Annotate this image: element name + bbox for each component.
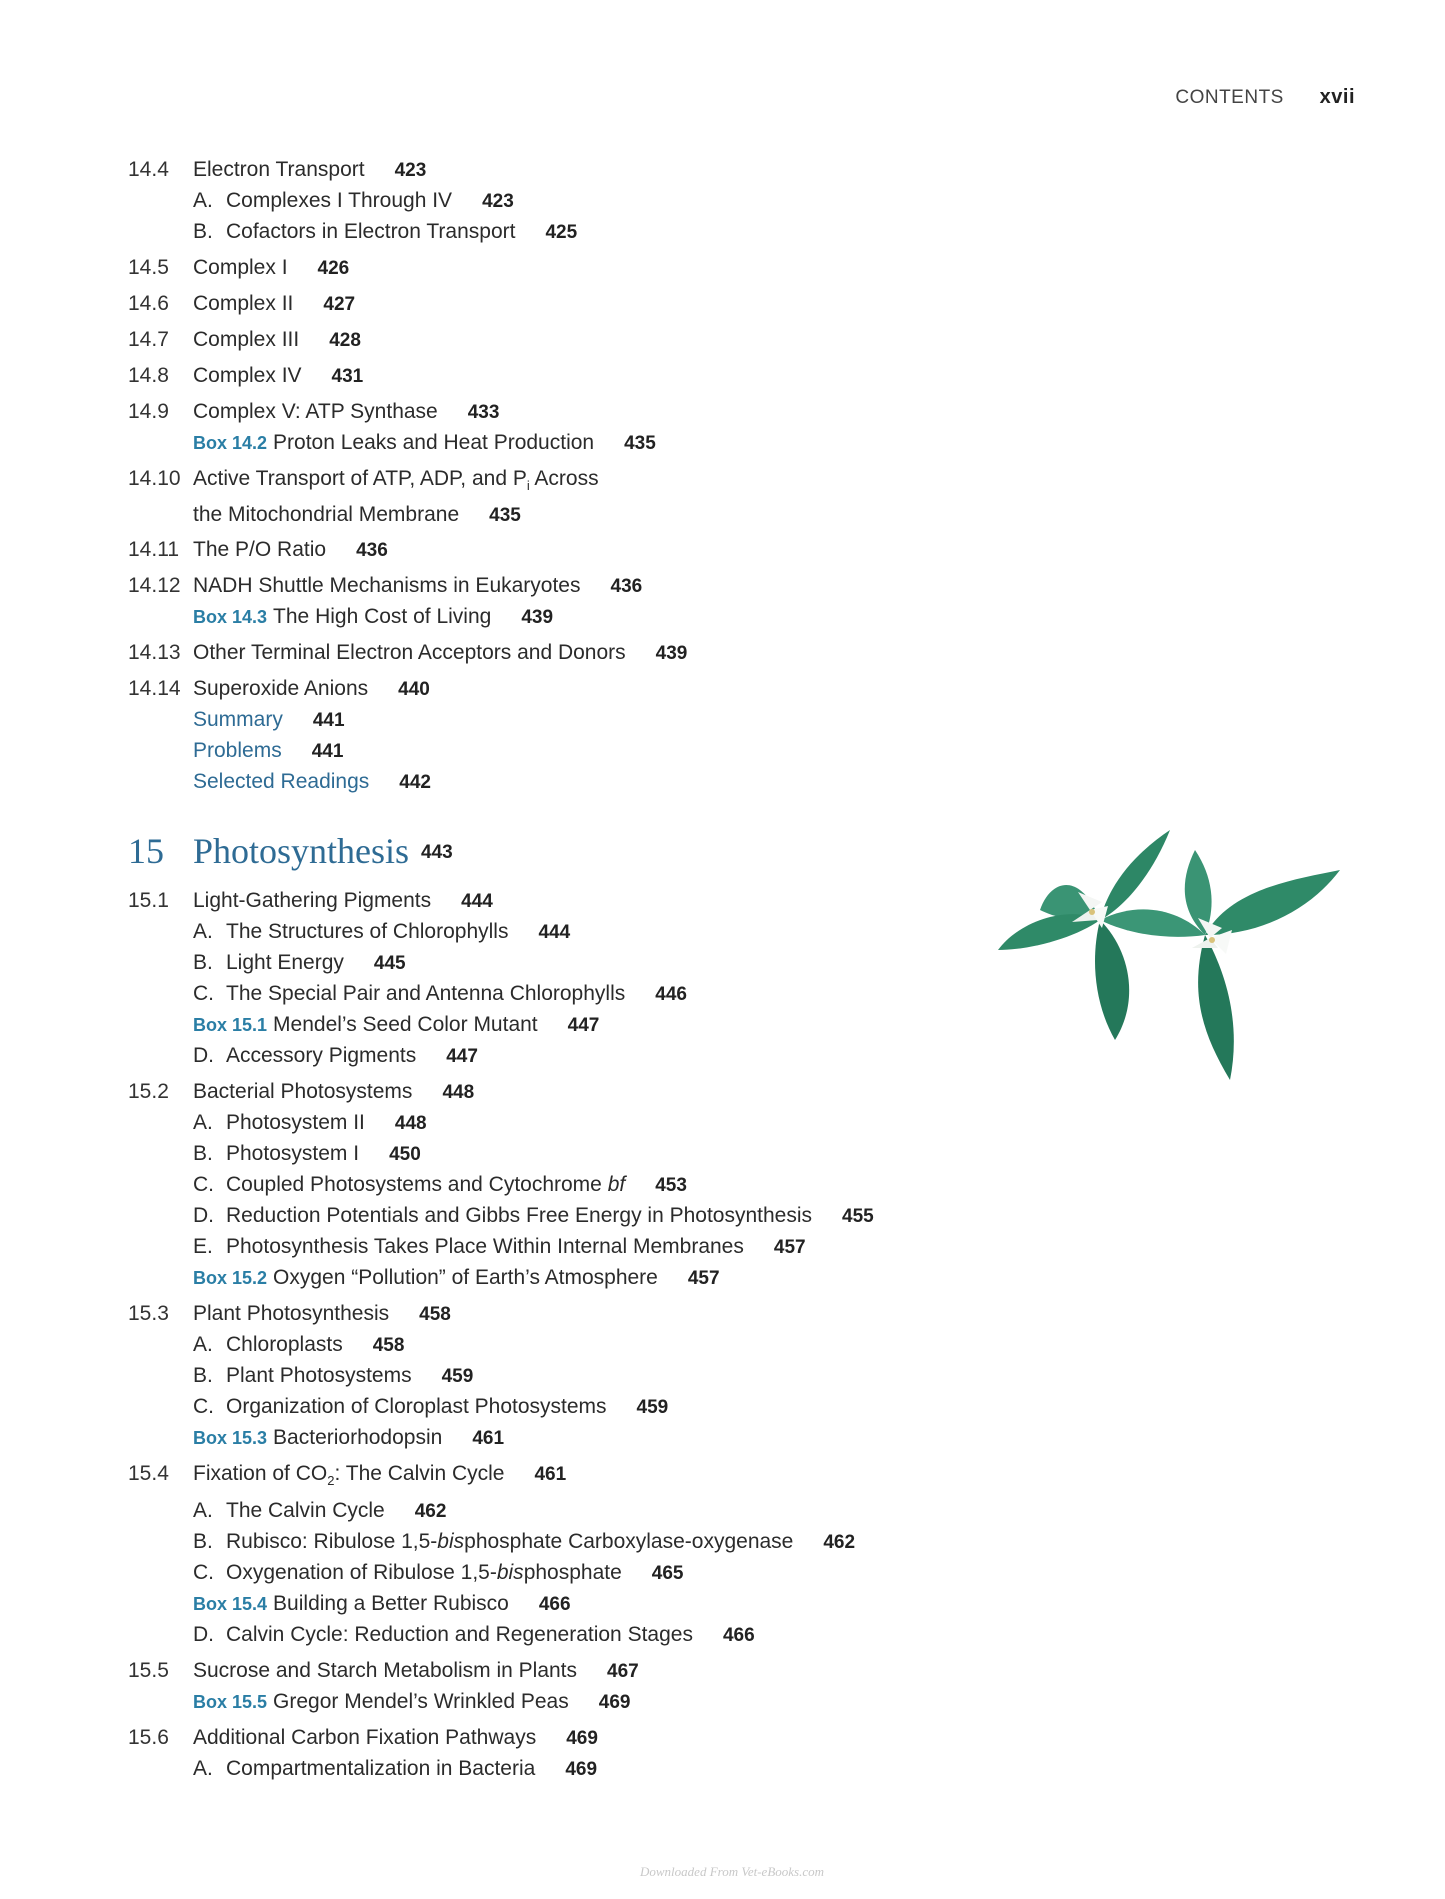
toc-page-number: 466 — [538, 1594, 571, 1616]
toc-page-number: 466 — [722, 1625, 755, 1647]
toc-section-entry — [128, 325, 1128, 356]
toc-entry-number: 15.1 — [128, 889, 169, 913]
toc-page-number: 426 — [317, 258, 350, 279]
toc-entry-italic: bf — [607, 1173, 626, 1197]
toc-entry-subscript: 2 — [327, 1473, 335, 1489]
toc-section-entry — [128, 155, 1128, 186]
toc-page-number: 462 — [823, 1532, 856, 1554]
chapter-title: Photosynthesis — [193, 831, 410, 872]
toc-entry-title: Building a Better Rubisco — [273, 1592, 509, 1616]
toc-entry-title: Plant Photosynthesis — [193, 1302, 390, 1326]
toc-subsection-entry — [128, 1754, 1128, 1785]
toc-page-number: 431 — [331, 366, 364, 387]
toc-page-number: 425 — [545, 222, 578, 243]
toc-page-number: 458 — [419, 1304, 451, 1326]
toc-page-number: 441 — [311, 741, 344, 763]
toc-entry-subscript: i — [526, 478, 530, 494]
toc-page-number: 436 — [610, 576, 643, 598]
table-of-contents — [128, 150, 1128, 1785]
toc-entry-letter: A. — [193, 189, 213, 212]
toc-entry-title: Light-Gathering Pigments — [193, 889, 432, 913]
toc-page-number: 435 — [489, 505, 521, 527]
toc-entry-letter: C. — [193, 1173, 214, 1197]
toc-page-number: 427 — [323, 294, 356, 315]
toc-entry-title-end: phosphate — [523, 1561, 622, 1585]
toc-chapter-15-part1 — [128, 886, 1128, 1170]
toc-page-number: 457 — [687, 1268, 720, 1290]
box-label: Box 15.3 — [193, 1428, 268, 1449]
toc-entry-number: 14.12 — [128, 574, 181, 598]
toc-page-number: 459 — [636, 1397, 669, 1419]
toc-box-entry — [128, 1263, 1128, 1294]
toc-entry-letter: C. — [193, 982, 214, 1006]
toc-subsection-entry — [128, 1139, 1128, 1170]
toc-entry-title: Problems — [193, 739, 282, 763]
toc-entry-title: Chloroplasts — [226, 1333, 343, 1357]
toc-entry-title: Complex IV — [193, 364, 302, 387]
toc-subsection-entry — [128, 1041, 1128, 1072]
toc-entry-number: 14.9 — [128, 400, 169, 423]
toc-entry-title: Gregor Mendel’s Wrinkled Peas — [273, 1690, 569, 1714]
toc-entry-letter: D. — [193, 1204, 214, 1228]
toc-page-number: 461 — [534, 1464, 567, 1486]
toc-entry-letter: A. — [193, 1333, 213, 1357]
toc-page-number: 453 — [655, 1175, 687, 1197]
toc-section-entry — [128, 1723, 1128, 1754]
toc-chapter-14-part1 — [128, 155, 1128, 459]
toc-entry-title: Complex I — [193, 256, 288, 279]
toc-page-number: 447 — [446, 1046, 478, 1068]
leaf-group — [998, 830, 1340, 1080]
toc-entry-title: Cofactors in Electron Transport — [226, 220, 516, 243]
toc-box-entry — [128, 1589, 1128, 1620]
toc-box-entry — [128, 1687, 1128, 1718]
toc-entry-title: Compartmentalization in Bacteria — [226, 1757, 536, 1781]
toc-extra-entry — [128, 767, 1128, 798]
toc-entry-title: The Special Pair and Antenna Chlorophylls — [226, 982, 626, 1006]
toc-box-entry — [128, 602, 1128, 633]
toc-section-entry — [128, 253, 1128, 284]
toc-entry-title: Coupled Photosystems and Cytochrome — [226, 1173, 608, 1197]
toc-entry-14-10 — [128, 464, 1128, 501]
chapter-number: 15 — [128, 831, 164, 872]
toc-page-number: 439 — [521, 607, 554, 629]
toc-entry-number: 14.6 — [128, 292, 169, 315]
toc-subsection-entry — [128, 1361, 1128, 1392]
toc-entry-title: Plant Photosystems — [226, 1364, 412, 1388]
chapter-heading — [128, 828, 1128, 878]
toc-entry-title: Mendel’s Seed Color Mutant — [273, 1013, 538, 1037]
toc-page-number: 448 — [394, 1113, 427, 1135]
toc-section-entry — [128, 674, 1128, 705]
toc-subsection-entry — [128, 1392, 1128, 1423]
toc-entry-letter: C. — [193, 1395, 214, 1419]
toc-section-entry — [128, 571, 1128, 602]
toc-entry-title: Photosynthesis Takes Place Within Internal Membranes — [226, 1235, 744, 1259]
toc-entry-title: Superoxide Anions — [193, 677, 369, 701]
toc-entry-title: Active Transport of ATP, ADP, and P — [193, 467, 527, 490]
box-label: Box 15.4 — [193, 1594, 268, 1615]
toc-entry-title: Rubisco: Ribulose 1,5- — [226, 1530, 438, 1554]
toc-page-number: 467 — [607, 1661, 639, 1683]
toc-page-number: 447 — [567, 1015, 600, 1037]
toc-entry-title: Complex V: ATP Synthase — [193, 400, 438, 423]
toc-page-number: 446 — [655, 984, 687, 1006]
toc-entry-title: Reduction Potentials and Gibbs Free Energy in Photosynthesis — [226, 1204, 813, 1228]
toc-entry-15-4 — [128, 1459, 1128, 1496]
toc-entry-title: Selected Readings — [193, 770, 370, 794]
toc-entry-title: Organization of Cloroplast Photosystems — [226, 1395, 607, 1419]
toc-page-number: 461 — [472, 1428, 505, 1450]
toc-page-number: 462 — [414, 1501, 447, 1523]
toc-page-number: 459 — [441, 1366, 474, 1388]
toc-page-number: 444 — [538, 922, 571, 944]
toc-page-number: 441 — [312, 710, 345, 732]
toc-subsection-entry — [128, 948, 1128, 979]
toc-box-entry — [128, 1010, 1128, 1041]
toc-entry-letter: D. — [193, 1623, 214, 1647]
toc-entry-number: 14.14 — [128, 677, 181, 701]
toc-subsection-entry — [128, 1232, 1128, 1263]
toc-entry-number: 15.4 — [128, 1462, 169, 1486]
toc-entry-number: 14.13 — [128, 641, 181, 665]
toc-page-number: 439 — [655, 643, 688, 665]
toc-page-number: 436 — [356, 540, 388, 562]
toc-section-entry — [128, 289, 1128, 320]
toc-entry-letter: D. — [193, 1044, 214, 1068]
toc-subsection-entry — [128, 917, 1128, 948]
toc-entry-letter: A. — [193, 1757, 213, 1781]
toc-entry-number: 14.7 — [128, 328, 169, 351]
toc-extra-entry — [128, 705, 1128, 736]
toc-entry-number: 14.8 — [128, 364, 169, 387]
toc-extra-entry — [128, 736, 1128, 767]
toc-entry-title: Photosystem I — [226, 1142, 360, 1166]
toc-chapter-15-part3 — [128, 1589, 1128, 1785]
box-label: Box 15.2 — [193, 1268, 268, 1289]
toc-subsection-entry — [128, 217, 1128, 248]
toc-entry-title: Complexes I Through IV — [226, 189, 453, 212]
toc-entry-title: Oxygenation of Ribulose 1,5- — [226, 1561, 497, 1585]
toc-entry-number: 14.5 — [128, 256, 169, 279]
toc-entry-title: Complex II — [193, 292, 294, 315]
toc-entry-title: The High Cost of Living — [273, 605, 492, 629]
toc-page-number: 457 — [773, 1237, 806, 1259]
toc-entry-letter: A. — [193, 920, 213, 944]
toc-chapter-14-part2 — [128, 535, 1128, 798]
toc-section-entry — [128, 397, 1128, 428]
toc-entry-letter: B. — [193, 1364, 213, 1388]
toc-entry-title: Proton Leaks and Heat Production — [273, 431, 595, 454]
toc-section-entry — [128, 638, 1128, 669]
toc-entry-italic: bis — [437, 1530, 465, 1554]
toc-entry-letter: B. — [193, 1530, 213, 1554]
watermark-text: Downloaded From Vet-eBooks.com — [640, 1864, 825, 1879]
toc-entry-title: Summary — [193, 708, 283, 732]
header-section: CONTENTS — [1175, 87, 1284, 108]
toc-entry-title: Bacteriorhodopsin — [273, 1426, 443, 1450]
toc-box-entry — [128, 1423, 1128, 1454]
toc-entry-title: Sucrose and Starch Metabolism in Plants — [193, 1659, 578, 1683]
toc-entry-title: Additional Carbon Fixation Pathways — [193, 1726, 537, 1750]
toc-entry-14-10-line2 — [128, 501, 1128, 530]
toc-subsection-entry — [128, 979, 1128, 1010]
toc-chapter-15-part2 — [128, 1201, 1128, 1454]
toc-entry-number: 14.10 — [128, 467, 181, 490]
chapter-page-number: 443 — [421, 842, 453, 864]
toc-page-number: 458 — [372, 1335, 405, 1357]
toc-page-number: 423 — [482, 191, 514, 212]
box-label: Box 14.2 — [193, 433, 268, 453]
toc-entry-number: 15.5 — [128, 1659, 169, 1683]
toc-page-number: 442 — [399, 772, 431, 794]
toc-entry-title: NADH Shuttle Mechanisms in Eukaryotes — [193, 574, 581, 598]
toc-page-number: 435 — [624, 433, 656, 454]
toc-entry-title: Bacterial Photosystems — [193, 1080, 413, 1104]
toc-entry-title-end: : The Calvin Cycle — [334, 1462, 505, 1486]
toc-entry-letter: B. — [193, 220, 213, 243]
toc-page-number: 440 — [398, 679, 430, 701]
toc-subsection-entry — [128, 1330, 1128, 1361]
toc-box-entry — [128, 428, 1128, 459]
toc-entry-letter: B. — [193, 951, 213, 975]
toc-entry-title: Light Energy — [226, 951, 344, 975]
toc-subsection-entry — [128, 1620, 1128, 1651]
box-label: Box 15.1 — [193, 1015, 268, 1036]
toc-entry-number: 15.2 — [128, 1080, 169, 1104]
toc-subsection-entry — [128, 1201, 1128, 1232]
toc-entry-title: Electron Transport — [193, 158, 365, 181]
toc-section-entry — [128, 361, 1128, 392]
toc-page-number: 465 — [651, 1563, 684, 1585]
toc-entry-title-end: phosphate Carboxylase-oxygenase — [464, 1530, 794, 1554]
trillium-plant-illustration — [990, 810, 1350, 1090]
toc-entry-oxygenation — [128, 1558, 1128, 1589]
toc-entry-title: The Calvin Cycle — [226, 1499, 385, 1523]
toc-entry-cytochrome — [128, 1170, 1128, 1201]
toc-section-entry — [128, 1299, 1128, 1330]
toc-entry-title-end: Across — [529, 467, 599, 490]
toc-entry-letter: B. — [193, 1142, 213, 1166]
toc-entry-number: 14.4 — [128, 158, 169, 181]
toc-entry-title: Other Terminal Electron Acceptors and Donors — [193, 641, 626, 665]
toc-entry-number: 15.3 — [128, 1302, 169, 1326]
toc-page-number: 444 — [461, 891, 493, 913]
toc-entry-number: 15.6 — [128, 1726, 169, 1750]
toc-entry-title: Oxygen “Pollution” of Earth’s Atmosphere — [273, 1266, 658, 1290]
toc-page-number: 450 — [389, 1144, 421, 1166]
toc-entry-title: Photosystem II — [226, 1111, 365, 1135]
toc-entry-letter: A. — [193, 1111, 213, 1135]
toc-subsection-entry — [128, 1108, 1128, 1139]
toc-page-number: 448 — [442, 1082, 475, 1104]
toc-entry-title: Accessory Pigments — [226, 1044, 417, 1068]
toc-entry-letter: A. — [193, 1499, 213, 1523]
toc-page-number: 469 — [565, 1759, 598, 1781]
toc-page-number: 469 — [598, 1692, 631, 1714]
toc-entry-title: Calvin Cycle: Reduction and Regeneration Stages — [226, 1623, 693, 1647]
toc-section-entry — [128, 886, 1128, 917]
toc-entry-title: the Mitochondrial Membrane — [193, 503, 460, 527]
toc-page-number: 455 — [842, 1206, 874, 1228]
toc-entry-rubisco — [128, 1527, 1128, 1558]
box-label: Box 14.3 — [193, 607, 268, 628]
toc-section-entry — [128, 535, 1128, 566]
toc-section-entry — [128, 1656, 1128, 1687]
box-label: Box 15.5 — [193, 1692, 268, 1713]
toc-entry-italic: bis — [496, 1561, 524, 1585]
toc-page-number: 428 — [329, 330, 361, 351]
header-page-number: xvii — [1319, 86, 1355, 108]
toc-entry-title: Fixation of CO — [193, 1462, 328, 1486]
toc-entry-letter: E. — [193, 1235, 213, 1259]
toc-entry-title: Complex III — [193, 328, 300, 351]
toc-page-number: 423 — [394, 160, 427, 181]
toc-entry-title: The Structures of Chlorophylls — [226, 920, 509, 944]
toc-section-entry — [128, 1077, 1128, 1108]
toc-entry-15-4-a — [128, 1496, 1128, 1527]
toc-page-number: 433 — [467, 402, 500, 423]
toc-page-number: 445 — [373, 953, 406, 975]
toc-subsection-entry — [128, 186, 1128, 217]
toc-entry-number: 14.11 — [128, 538, 179, 562]
toc-page-number: 469 — [566, 1728, 598, 1750]
running-header — [1175, 86, 1355, 109]
toc-entry-letter: C. — [193, 1561, 214, 1585]
toc-entry-title: The P/O Ratio — [193, 538, 327, 562]
